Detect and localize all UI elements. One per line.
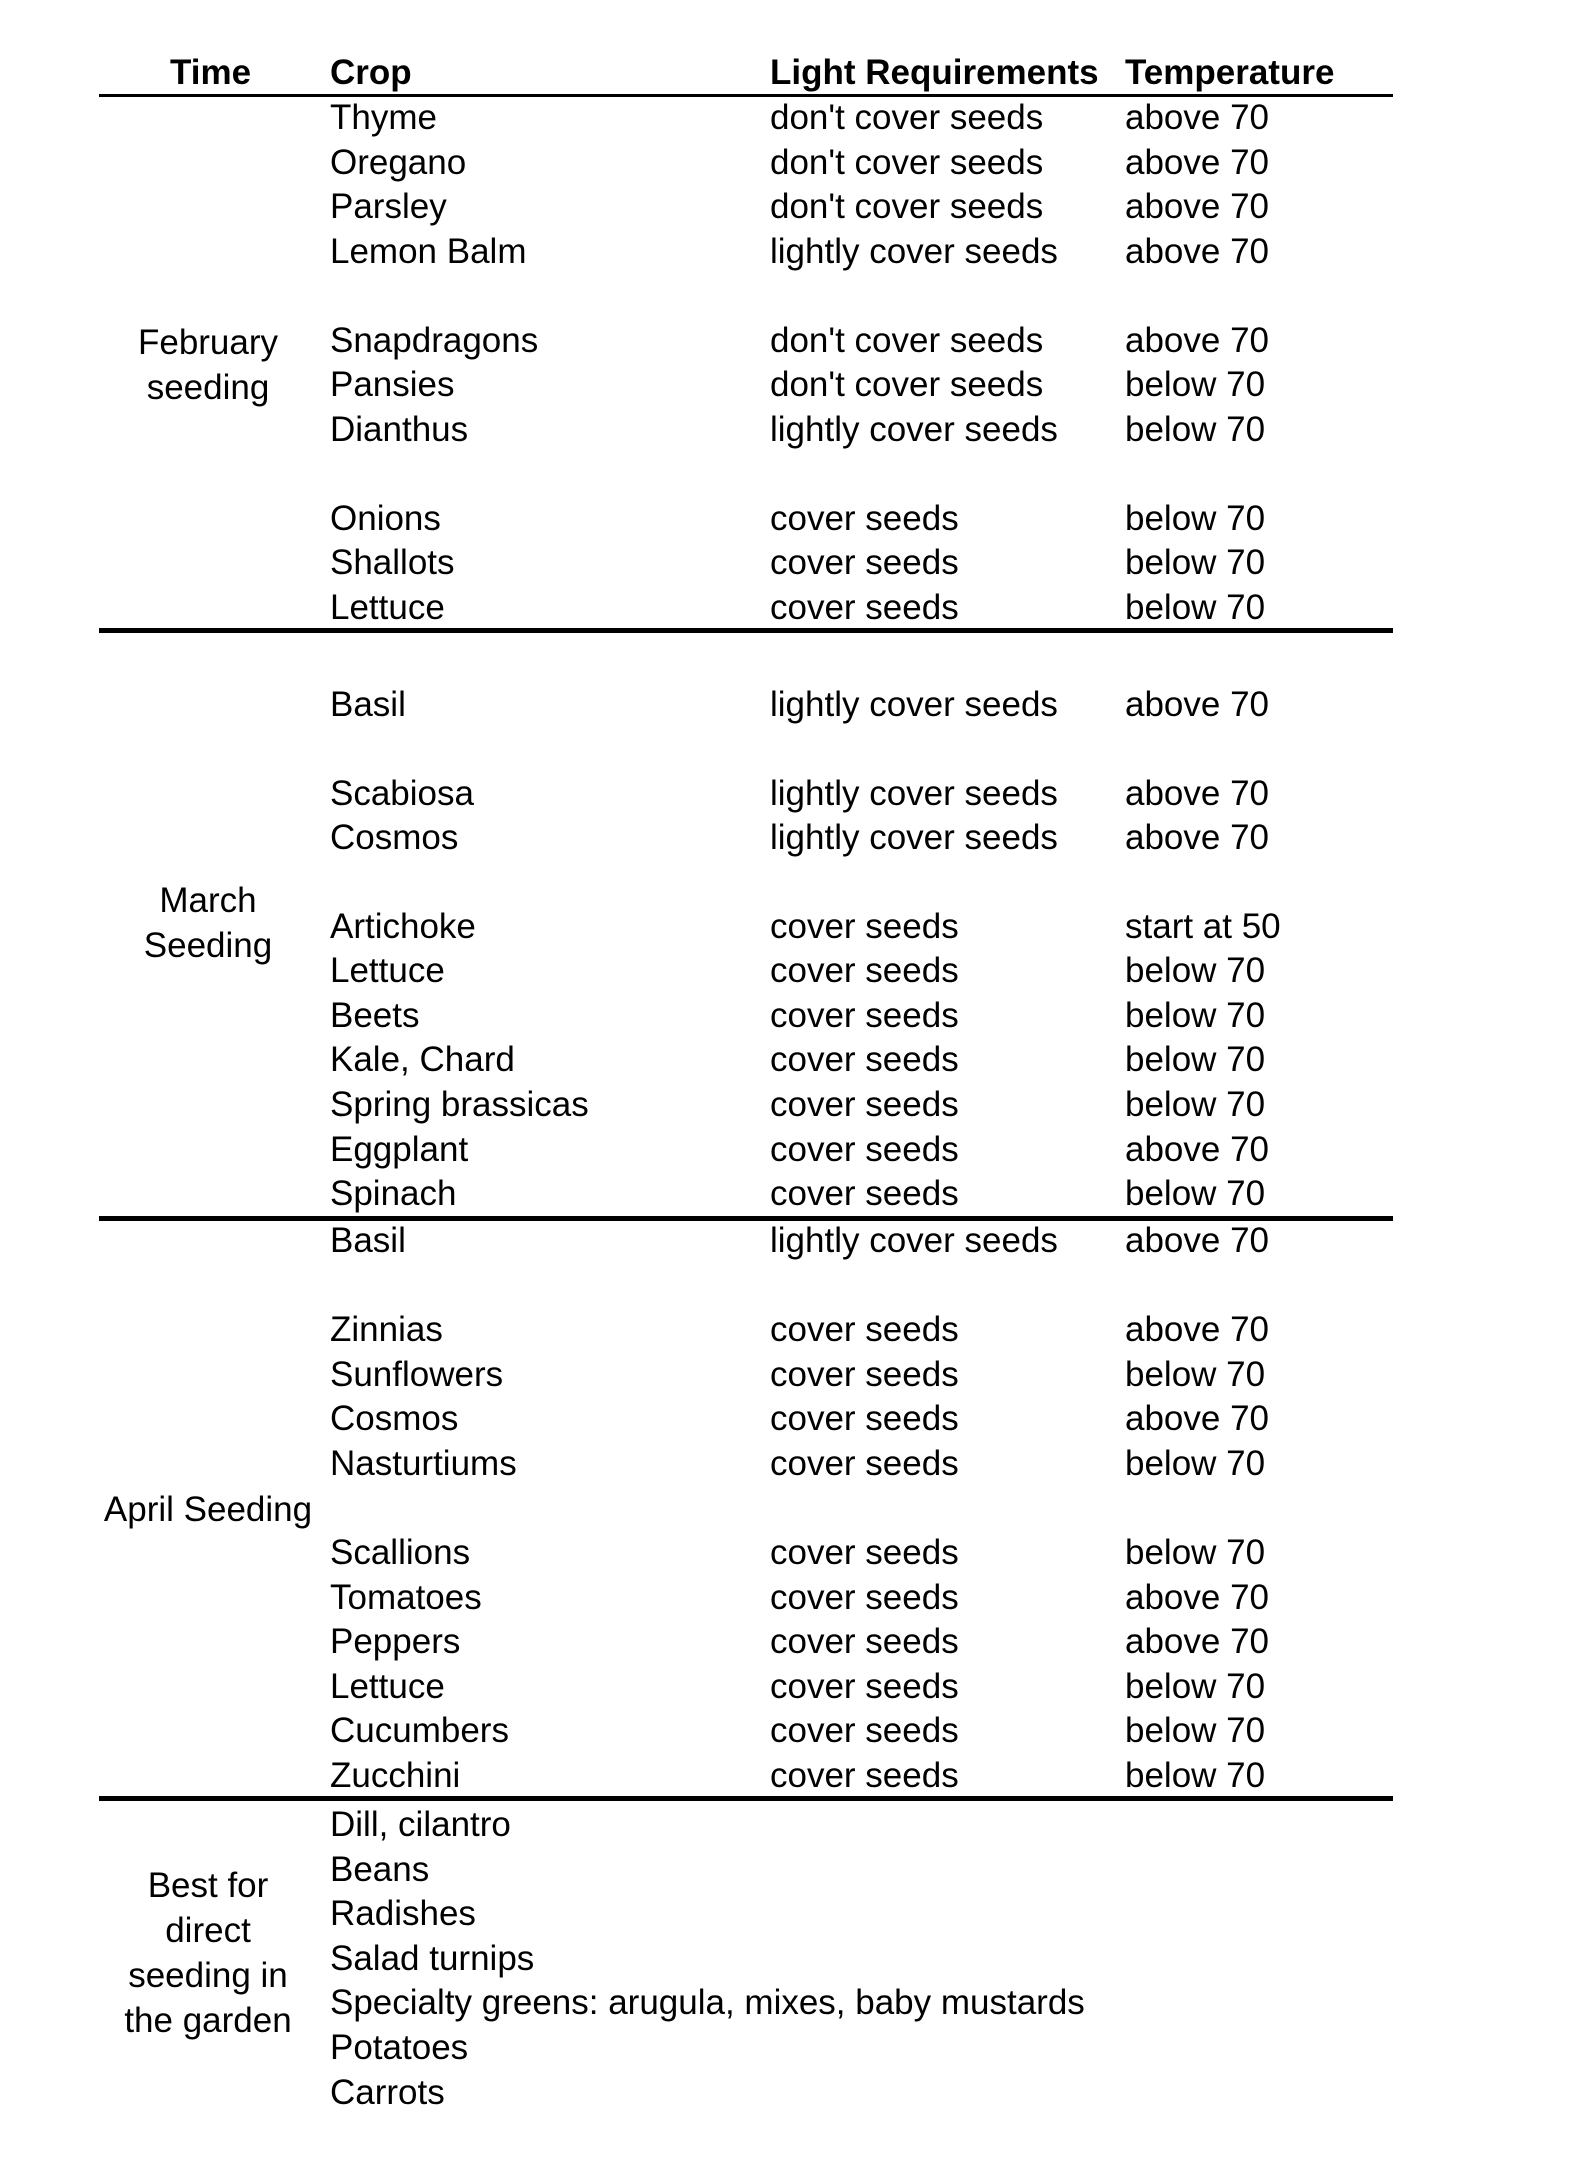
crop-cell: Lettuce xyxy=(330,951,445,990)
crop-cell: Onions xyxy=(330,499,441,538)
light-requirement-cell: cover seeds xyxy=(770,588,959,627)
temperature-cell: below 70 xyxy=(1125,365,1266,404)
temperature-cell: above 70 xyxy=(1125,774,1270,813)
temperature-cell: below 70 xyxy=(1125,996,1266,1035)
crop-cell: Lemon Balm xyxy=(330,232,527,271)
temperature-cell: below 70 xyxy=(1125,1533,1266,1572)
section-label: March Seeding xyxy=(143,881,273,965)
crop-cell: Dill, cilantro xyxy=(330,1805,511,1844)
section-divider xyxy=(99,1796,1393,1801)
light-requirement-cell: lightly cover seeds xyxy=(770,232,1058,271)
crop-cell: Lettuce xyxy=(330,588,445,627)
temperature-cell: above 70 xyxy=(1125,1221,1270,1260)
light-requirement-cell: cover seeds xyxy=(770,1622,959,1661)
temperature-cell: below 70 xyxy=(1125,1444,1266,1483)
crop-cell: Parsley xyxy=(330,187,447,226)
light-requirement-cell: lightly cover seeds xyxy=(770,685,1058,724)
temperature-cell: above 70 xyxy=(1125,685,1270,724)
crop-cell: Shallots xyxy=(330,543,455,582)
crop-cell: Cosmos xyxy=(330,818,459,857)
temperature-cell: below 70 xyxy=(1125,1711,1266,1750)
temperature-cell: below 70 xyxy=(1125,1667,1266,1706)
crop-cell: Snapdragons xyxy=(330,321,539,360)
light-requirement-cell: don't cover seeds xyxy=(770,187,1044,226)
crop-cell: Zucchini xyxy=(330,1756,461,1795)
light-requirement-cell: cover seeds xyxy=(770,1667,959,1706)
crop-cell: Spring brassicas xyxy=(330,1085,589,1124)
light-requirement-cell: don't cover seeds xyxy=(770,98,1044,137)
crop-cell: Scallions xyxy=(330,1533,471,1572)
crop-cell: Thyme xyxy=(330,98,437,137)
crop-cell: Nasturtiums xyxy=(330,1444,517,1483)
light-requirement-cell: cover seeds xyxy=(770,1130,959,1169)
crop-cell: Artichoke xyxy=(330,907,476,946)
light-requirement-cell: cover seeds xyxy=(770,1444,959,1483)
light-requirement-cell: cover seeds xyxy=(770,1533,959,1572)
temperature-cell: below 70 xyxy=(1125,1756,1266,1795)
light-requirement-cell: cover seeds xyxy=(770,1085,959,1124)
header-light-requirements: Light Requirements xyxy=(770,53,1099,92)
temperature-cell: above 70 xyxy=(1125,1622,1270,1661)
light-requirement-cell: don't cover seeds xyxy=(770,143,1044,182)
light-requirement-cell: lightly cover seeds xyxy=(770,774,1058,813)
light-requirement-cell: cover seeds xyxy=(770,1756,959,1795)
crop-cell: Potatoes xyxy=(330,2028,469,2067)
temperature-cell: below 70 xyxy=(1125,588,1266,627)
crop-cell: Scabiosa xyxy=(330,774,474,813)
crop-cell: Spinach xyxy=(330,1174,457,1213)
section-divider xyxy=(99,1216,1393,1221)
light-requirement-cell: cover seeds xyxy=(770,907,959,946)
crop-cell: Eggplant xyxy=(330,1130,469,1169)
temperature-cell: below 70 xyxy=(1125,543,1266,582)
crop-cell: Salad turnips xyxy=(330,1939,535,1978)
crop-cell: Kale, Chard xyxy=(330,1040,515,1079)
light-requirement-cell: cover seeds xyxy=(770,996,959,1035)
temperature-cell: above 70 xyxy=(1125,1310,1270,1349)
light-requirement-cell: lightly cover seeds xyxy=(770,410,1058,449)
crop-cell: Basil xyxy=(330,685,406,724)
temperature-cell: above 70 xyxy=(1125,232,1270,271)
light-requirement-cell: cover seeds xyxy=(770,1399,959,1438)
crop-cell: Basil xyxy=(330,1221,406,1260)
temperature-cell: start at 50 xyxy=(1125,907,1281,946)
crop-cell: Specialty greens: arugula, mixes, baby mustards xyxy=(330,1983,1085,2022)
crop-cell: Pansies xyxy=(330,365,455,404)
temperature-cell: above 70 xyxy=(1125,1130,1270,1169)
light-requirement-cell: cover seeds xyxy=(770,1355,959,1394)
temperature-cell: below 70 xyxy=(1125,1355,1266,1394)
light-requirement-cell: cover seeds xyxy=(770,1174,959,1213)
crop-cell: Oregano xyxy=(330,143,467,182)
crop-cell: Sunflowers xyxy=(330,1355,504,1394)
temperature-cell: below 70 xyxy=(1125,1174,1266,1213)
light-requirement-cell: cover seeds xyxy=(770,499,959,538)
header-temperature: Temperature xyxy=(1125,53,1335,92)
section-label: April Seeding xyxy=(103,1490,313,1529)
temperature-cell: below 70 xyxy=(1125,410,1266,449)
temperature-cell: above 70 xyxy=(1125,98,1270,137)
temperature-cell: above 70 xyxy=(1125,187,1270,226)
crop-cell: Carrots xyxy=(330,2073,445,2112)
header-time: Time xyxy=(170,53,252,92)
crop-cell: Tomatoes xyxy=(330,1578,482,1617)
temperature-cell: above 70 xyxy=(1125,143,1270,182)
temperature-cell: below 70 xyxy=(1125,1085,1266,1124)
crop-cell: Dianthus xyxy=(330,410,469,449)
temperature-cell: above 70 xyxy=(1125,818,1270,857)
section-divider xyxy=(99,628,1393,633)
crop-cell: Radishes xyxy=(330,1894,476,1933)
light-requirement-cell: cover seeds xyxy=(770,1578,959,1617)
light-requirement-cell: cover seeds xyxy=(770,951,959,990)
light-requirement-cell: don't cover seeds xyxy=(770,365,1044,404)
header-crop: Crop xyxy=(330,53,412,92)
crop-cell: Beans xyxy=(330,1850,430,1889)
temperature-cell: above 70 xyxy=(1125,321,1270,360)
temperature-cell: below 70 xyxy=(1125,499,1266,538)
light-requirement-cell: cover seeds xyxy=(770,1040,959,1079)
light-requirement-cell: don't cover seeds xyxy=(770,321,1044,360)
light-requirement-cell: cover seeds xyxy=(770,543,959,582)
crop-cell: Cucumbers xyxy=(330,1711,509,1750)
crop-cell: Zinnias xyxy=(330,1310,443,1349)
crop-cell: Beets xyxy=(330,996,420,1035)
temperature-cell: above 70 xyxy=(1125,1578,1270,1617)
temperature-cell: below 70 xyxy=(1125,951,1266,990)
crop-cell: Peppers xyxy=(330,1622,461,1661)
light-requirement-cell: cover seeds xyxy=(770,1310,959,1349)
light-requirement-cell: cover seeds xyxy=(770,1711,959,1750)
section-label: Best for direct seeding in the garden xyxy=(124,1866,292,2040)
crop-cell: Cosmos xyxy=(330,1399,459,1438)
crop-cell: Lettuce xyxy=(330,1667,445,1706)
temperature-cell: above 70 xyxy=(1125,1399,1270,1438)
light-requirement-cell: lightly cover seeds xyxy=(770,1221,1058,1260)
section-label: February seeding xyxy=(137,323,279,407)
temperature-cell: below 70 xyxy=(1125,1040,1266,1079)
light-requirement-cell: lightly cover seeds xyxy=(770,818,1058,857)
